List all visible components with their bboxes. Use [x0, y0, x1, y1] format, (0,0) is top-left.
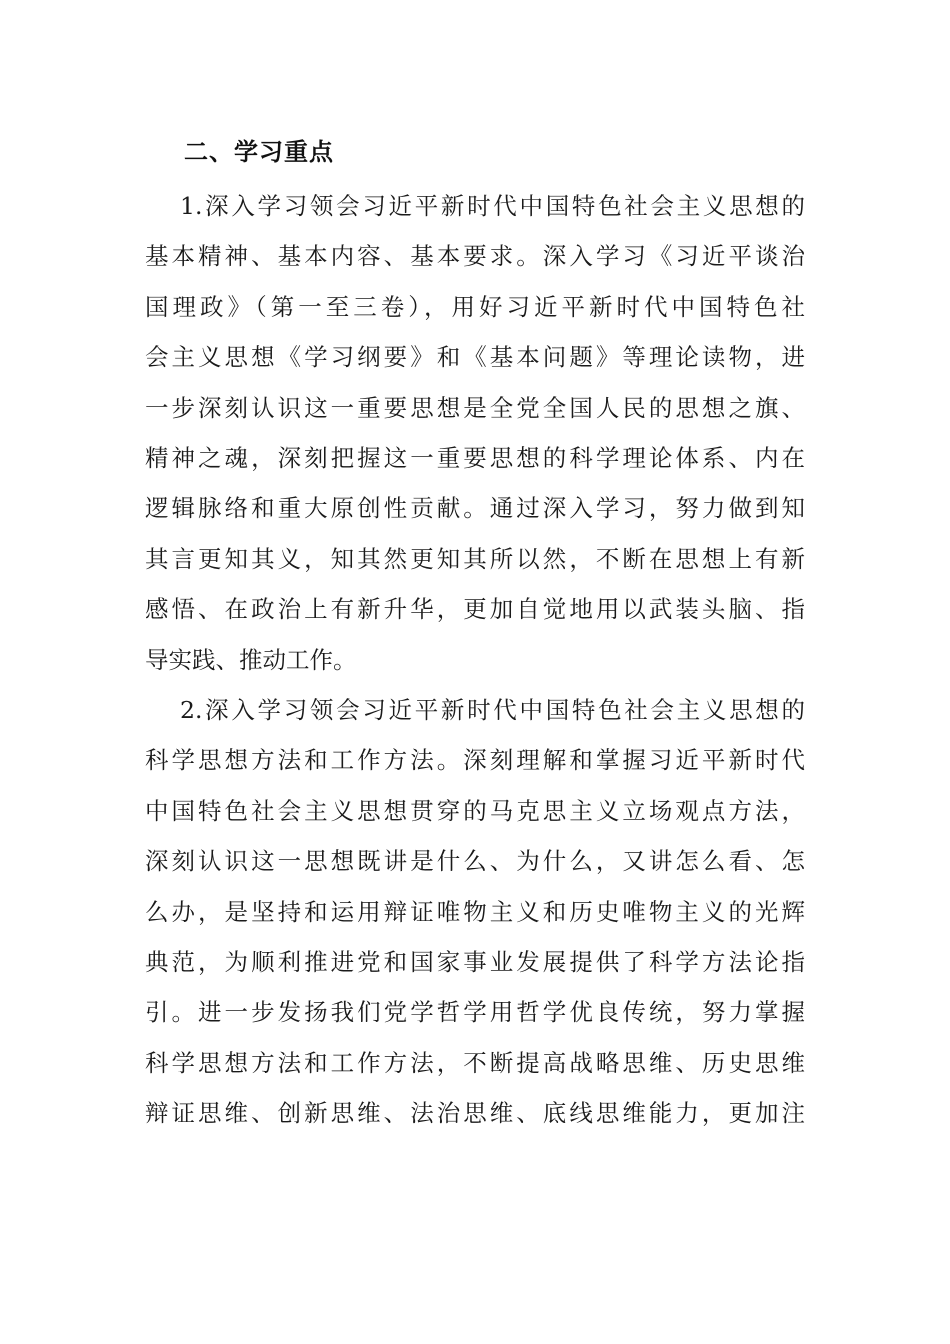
paragraph-line: 其言更知其义，知其然更知其所以然，不断在思想上有新 — [145, 544, 805, 573]
paragraph-line: 典范，为顺利推进党和国家事业发展提供了科学方法论指 — [145, 947, 805, 976]
paragraph-line: 导实践、推动工作。 — [145, 645, 357, 674]
paragraph-1 — [145, 181, 805, 685]
paragraph-line: 么办，是坚持和运用辩证唯物主义和历史唯物主义的光辉 — [145, 897, 805, 926]
paragraph-line: 感悟、在政治上有新升华，更加自觉地用以武装头脑、指 — [145, 595, 805, 624]
paragraph-line: 引。进一步发扬我们党学哲学用哲学优良传统，努力掌握 — [145, 998, 805, 1027]
paragraph-line: 科学思想方法和工作方法，不断提高战略思维、历史思维 — [145, 1048, 805, 1077]
section-heading: 二、学习重点 — [184, 138, 334, 166]
paragraph-2 — [145, 685, 805, 1139]
paragraph-line: 2.深入学习领会习近平新时代中国特色社会主义思想的 — [180, 696, 805, 724]
paragraph-line: 1.深入学习领会习近平新时代中国特色社会主义思想的 — [180, 192, 805, 220]
paragraph-line: 基本精神、基本内容、基本要求。深入学习《习近平谈治 — [145, 242, 805, 271]
paragraph-line: 会主义思想《学习纲要》和《基本问题》等理论读物，进 — [145, 343, 805, 372]
paragraph-line: 一步深刻认识这一重要思想是全党全国人民的思想之旗、 — [145, 393, 805, 422]
paragraph-line: 辩证思维、创新思维、法治思维、底线思维能力，更加注 — [145, 1099, 805, 1128]
paragraph-line: 精神之魂，深刻把握这一重要思想的科学理论体系、内在 — [145, 443, 805, 472]
paragraph-line: 中国特色社会主义思想贯穿的马克思主义立场观点方法， — [145, 796, 805, 825]
paragraph-line: 逻辑脉络和重大原创性贡献。通过深入学习，努力做到知 — [145, 494, 805, 523]
paragraph-line: 国理政》（第一至三卷），用好习近平新时代中国特色社 — [145, 292, 805, 321]
paragraph-line: 科学思想方法和工作方法。深刻理解和掌握习近平新时代 — [145, 746, 805, 775]
paragraph-line: 深刻认识这一思想既讲是什么、为什么，又讲怎么看、怎 — [145, 847, 805, 876]
